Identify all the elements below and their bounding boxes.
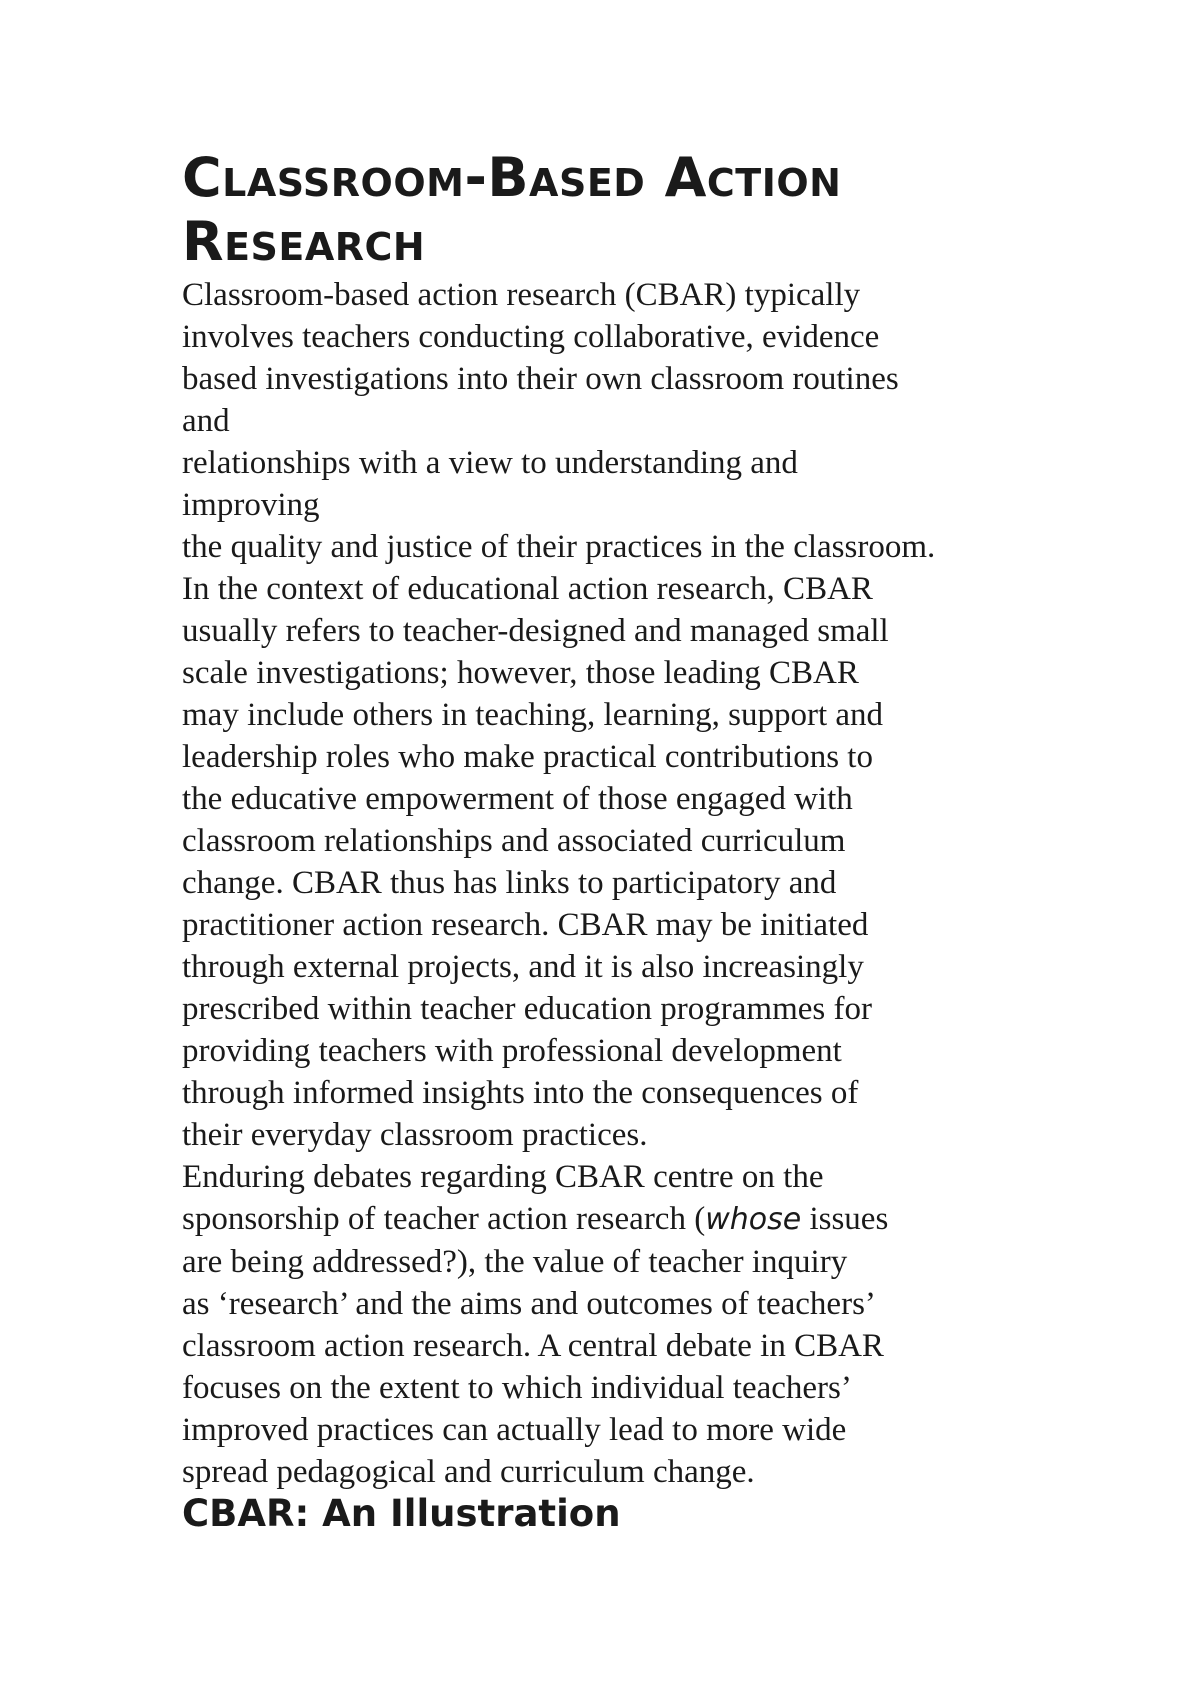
page-title xyxy=(182,146,1082,274)
text-line: leadership roles who make practical contributions to xyxy=(182,739,873,775)
text-line: relationships with a view to understanding and xyxy=(182,445,798,481)
text-line: through informed insights into the consequences of xyxy=(182,1075,859,1111)
text-line: In the context of educational action research, CBAR xyxy=(182,571,873,607)
text-line: improving xyxy=(182,487,320,523)
text-line: improved practices can actually lead to more wide xyxy=(182,1412,847,1448)
title-line-2: Research xyxy=(182,210,426,273)
text-line: the quality and justice of their practices in the classroom. xyxy=(182,529,936,565)
text-line: may include others in teaching, learning, support and xyxy=(182,697,884,733)
text-line: Classroom-based action research (CBAR) typically xyxy=(182,277,861,313)
text-line: usually refers to teacher-designed and managed small xyxy=(182,613,889,649)
text-line: are being addressed?), the value of teacher inquiry xyxy=(182,1244,848,1280)
text-line: scale investigations; however, those leading CBAR xyxy=(182,655,859,691)
text-line: through external projects, and it is also increasingly xyxy=(182,949,864,985)
text-segment: issues xyxy=(801,1201,889,1237)
text-line: classroom action research. A central debate in CBAR xyxy=(182,1328,884,1364)
text-line-with-emphasis xyxy=(182,1198,1082,1241)
text-line: practitioner action research. CBAR may be initiated xyxy=(182,907,869,943)
text-line: based investigations into their own classroom routines xyxy=(182,361,899,397)
text-line: change. CBAR thus has links to participatory and xyxy=(182,865,837,901)
title-line-1: Classroom-Based Action xyxy=(182,146,842,209)
text-line: and xyxy=(182,403,230,439)
text-line: involves teachers conducting collaborative, evidence xyxy=(182,319,880,355)
document-page xyxy=(182,146,1082,1537)
text-line: spread pedagogical and curriculum change. xyxy=(182,1454,755,1490)
text-line: their everyday classroom practices. xyxy=(182,1117,648,1153)
text-line: prescribed within teacher education programmes for xyxy=(182,991,872,1027)
text-line: as ‘research’ and the aims and outcomes of teachers’ xyxy=(182,1286,876,1322)
paragraph-1 xyxy=(182,274,1082,1156)
text-line: the educative empowerment of those engaged with xyxy=(182,781,853,817)
text-segment: sponsorship of teacher action research ( xyxy=(182,1201,706,1237)
text-line: classroom relationships and associated curriculum xyxy=(182,823,846,859)
paragraph-2 xyxy=(182,1156,1082,1493)
text-line: Enduring debates regarding CBAR centre on the xyxy=(182,1159,824,1195)
text-line: focuses on the extent to which individual teachers’ xyxy=(182,1370,852,1406)
text-line: providing teachers with professional development xyxy=(182,1033,842,1069)
emphasis-whose: whose xyxy=(705,1202,802,1237)
section-heading: CBAR: An Illustration xyxy=(182,1492,621,1535)
